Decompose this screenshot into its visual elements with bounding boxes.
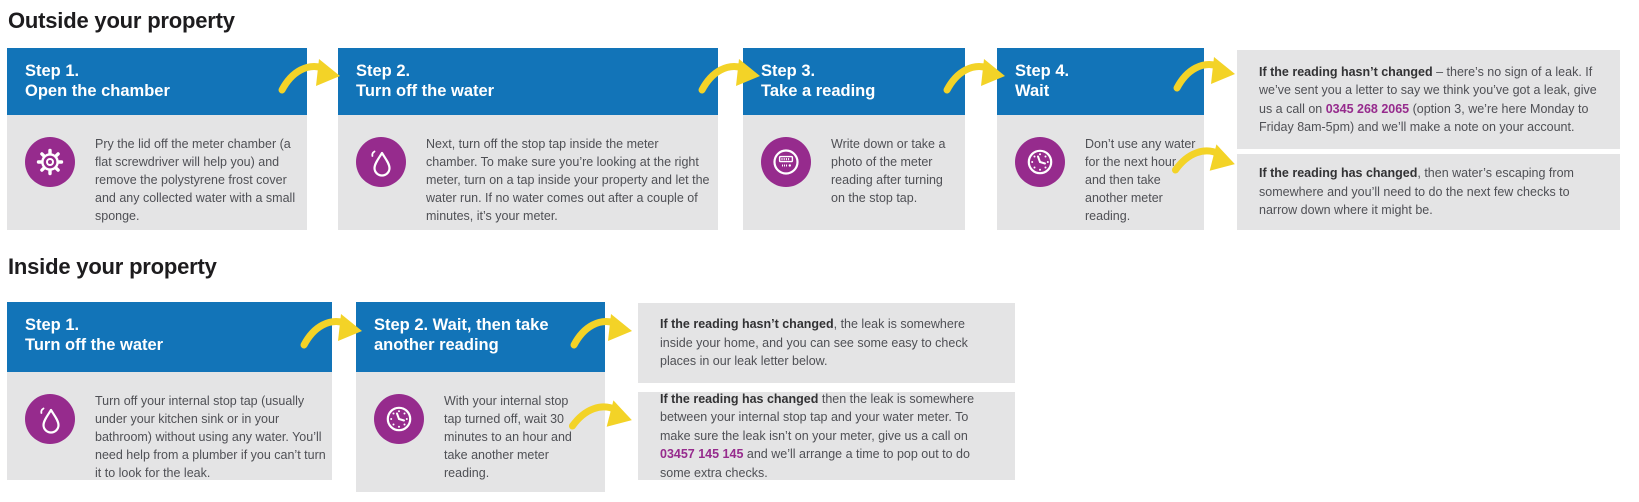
flow-arrow-icon xyxy=(570,312,634,352)
step-title-line2: another reading xyxy=(374,336,499,354)
inside-outcome-no-change-box xyxy=(638,303,1015,383)
outcome-lead: If the reading hasn’t changed xyxy=(660,317,834,332)
outcome-body-after: and we’ll arrange a time to pop out to do some extra checks. xyxy=(660,447,970,480)
step-header xyxy=(743,48,965,115)
outcome-body-after: (option 3, we’re here Monday to Friday 8am-5pm) and we’ll make a note on your account. xyxy=(1259,101,1589,134)
outside-outcome-changed-box xyxy=(1237,154,1620,230)
outcome-body: , then water’s escaping from somewhere and you’ll need to do the next few checks to narrow down where it might be. xyxy=(1259,166,1574,218)
flow-arrow-icon xyxy=(943,57,1007,97)
outside-outcome-no-change-box xyxy=(1237,50,1620,149)
inside-step-2-card xyxy=(356,302,605,492)
inside-step-1-card xyxy=(7,302,332,480)
step-description: With your internal stop tap turned off, wait 30 minutes to an hour and take another meter reading. xyxy=(444,394,572,480)
outcome-lead: If the reading hasn’t changed xyxy=(1259,64,1433,79)
step-title-line1: Step 2. xyxy=(356,62,411,80)
step-title-line1: Step 3. xyxy=(761,62,816,80)
step-description: Don’t use any water for the next hour and then take another meter reading. xyxy=(1085,137,1196,223)
step-header xyxy=(7,302,332,372)
step-header xyxy=(338,48,718,115)
outcome-body: , the leak is somewhere inside your home, and you can see some easy to check places in our leak letter below. xyxy=(660,317,968,369)
inside-outcome-changed-box xyxy=(638,392,1015,480)
step-description: Turn off your internal stop tap (usually under your kitchen sink or in your bathroom) without using any water. You’ll need help from a plumber if you can’t turn it to look for the leak. xyxy=(95,394,326,480)
outside-step-1-card xyxy=(7,48,307,230)
outcome-body: then the leak is somewhere between your internal stop tap and your water meter. To make sure the leak isn’t on your meter, give us a call on xyxy=(660,391,975,443)
step-title-line2: Turn off the water xyxy=(25,336,164,354)
clock-icon xyxy=(374,394,424,444)
step-title-line1: Step 2. Wait, then take xyxy=(374,316,549,334)
step-title-line2: Turn off the water xyxy=(356,82,495,100)
water-meter-icon xyxy=(761,137,811,187)
step-body xyxy=(743,115,965,230)
step-body xyxy=(7,372,332,480)
step-title-line2: Wait xyxy=(1015,82,1050,100)
outcome-body: – there’s no sign of a leak. If we’ve sent you a letter to say we think you’ve got a leak, give us a call on xyxy=(1259,64,1597,116)
outside-step-2-card xyxy=(338,48,718,230)
flow-arrow-icon xyxy=(278,57,342,97)
step-header xyxy=(356,302,605,372)
water-drop-icon xyxy=(25,394,75,444)
outside-heading: Outside your property xyxy=(8,8,235,33)
step-title-line2: Take a reading xyxy=(761,82,876,100)
flow-arrow-icon xyxy=(1173,55,1237,95)
step-title-line1: Step 1. xyxy=(25,62,80,80)
step-body xyxy=(338,115,718,230)
step-title-line2: Open the chamber xyxy=(25,82,170,100)
outside-step-3-card xyxy=(743,48,965,230)
gear-icon xyxy=(25,137,75,187)
inside-heading: Inside your property xyxy=(8,254,217,279)
step-description: Pry the lid off the meter chamber (a flat screwdriver will help you) and remove the polystyrene frost cover and any collected water with a small sponge. xyxy=(95,137,296,223)
outcome-lead: If the reading has changed xyxy=(1259,166,1418,181)
flow-arrow-icon xyxy=(300,312,364,352)
phone-number: 03457 145 145 xyxy=(660,447,744,462)
flow-arrow-icon xyxy=(698,57,762,97)
outcome-lead: If the reading has changed xyxy=(660,391,819,406)
step-title-line1: Step 1. xyxy=(25,316,80,334)
phone-number: 0345 268 2065 xyxy=(1325,101,1410,116)
step-title-line1: Step 4. xyxy=(1015,62,1070,80)
step-header xyxy=(7,48,307,115)
step-body xyxy=(7,115,307,230)
clock-icon xyxy=(1015,137,1065,187)
water-drop-icon xyxy=(356,137,406,187)
step-description: Write down or take a photo of the meter reading after turning on the stop tap. xyxy=(831,137,946,205)
step-description: Next, turn off the stop tap inside the meter chamber. To make sure you’re looking at the right meter, turn on a tap inside your property and let the water run. If no water comes out after a couple of minutes, it’s your meter. xyxy=(426,137,710,223)
